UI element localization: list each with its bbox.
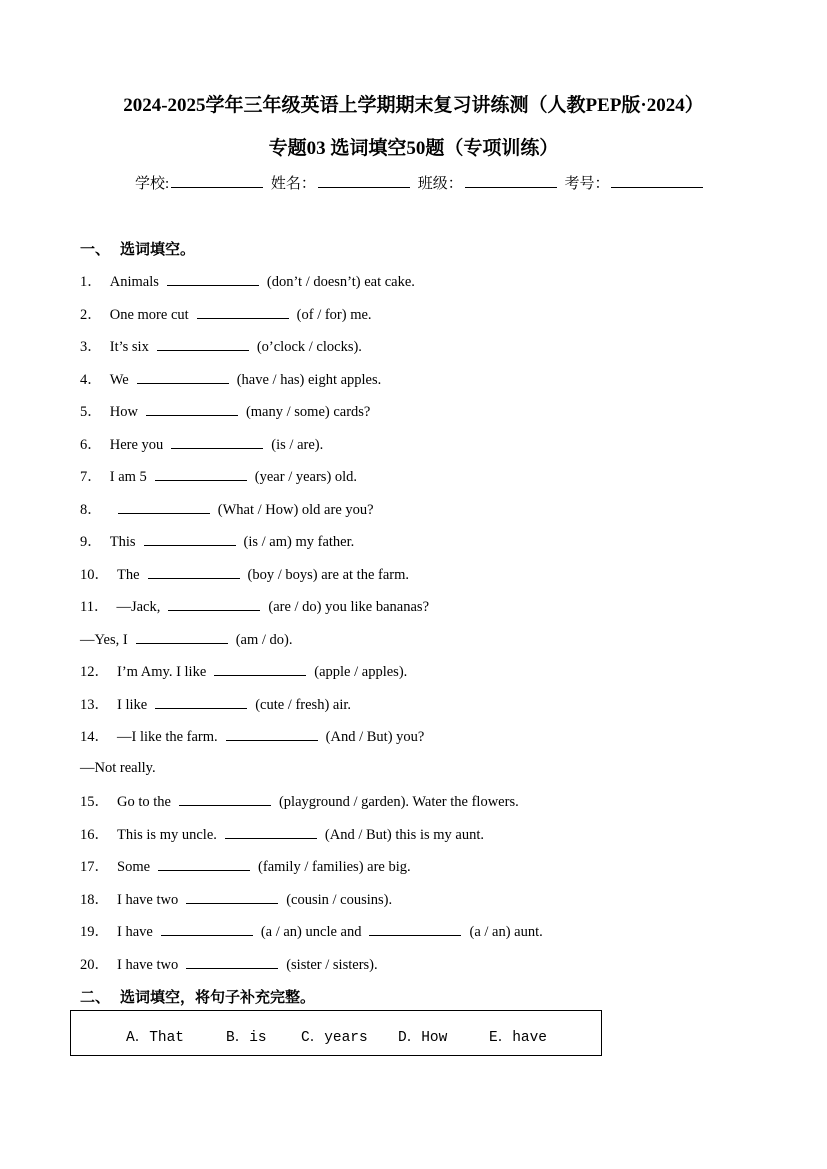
school-blank[interactable] — [171, 172, 263, 188]
answer-blank[interactable] — [186, 889, 278, 904]
document-title-line2: 专题03 选词填空50题（专项训练） — [268, 138, 559, 159]
question-row — [80, 661, 407, 681]
question-number: 8． — [80, 502, 102, 518]
question-row — [80, 629, 292, 649]
question-row — [80, 921, 543, 941]
question-row — [80, 791, 519, 811]
section-1-number: 一、 — [80, 242, 111, 258]
question-lead-text: I am 5 — [109, 469, 147, 485]
question-number: 4． — [80, 372, 102, 388]
answer-blank[interactable] — [157, 336, 249, 351]
class-label: 班级： — [417, 176, 463, 192]
question-choice-text: (have / has) eight apples. — [236, 372, 382, 388]
question-row — [80, 954, 378, 974]
question-lead-text: —Jack, — [116, 599, 161, 615]
option-e: E．have — [489, 1030, 548, 1046]
question-choice-text-2: (a / an) aunt. — [469, 924, 543, 940]
question-choice-text: (boy / boys) are at the farm. — [247, 567, 410, 583]
option-c: C．years — [301, 1030, 368, 1046]
question-lead-text: Animals — [109, 274, 159, 290]
answer-blank[interactable] — [197, 304, 289, 319]
question-row — [80, 369, 381, 389]
question-number: 18． — [80, 892, 109, 908]
exam-no-label: 考号： — [564, 176, 610, 192]
school-label: 学校: — [135, 176, 170, 192]
question-number: 6． — [80, 437, 102, 453]
question-choice-text: (is / am) my father. — [243, 534, 355, 550]
question-choice-text: (And / But) this is my aunt. — [324, 827, 484, 843]
question-choice-text: (cute / fresh) air. — [255, 697, 352, 713]
question-lead-text: Some — [117, 859, 151, 875]
question-choice-text: (are / do) you like bananas? — [268, 599, 429, 615]
question-choice-text: (playground / garden). Water the flowers. — [278, 794, 519, 810]
answer-blank[interactable] — [168, 596, 260, 611]
question-number: 15． — [80, 794, 109, 810]
question-row — [80, 726, 424, 746]
question-lead-text: It’s six — [109, 339, 149, 355]
question-lead-text: One more cut — [109, 307, 189, 323]
question-choice-text: (apple / apples). — [314, 664, 408, 680]
answer-blank[interactable] — [137, 369, 229, 384]
document-title-line1: 2024-2025学年三年级英语上学期期末复习讲练测（人教PEP版·2024） — [123, 95, 704, 116]
answer-blank[interactable] — [136, 629, 228, 644]
student-info-row — [135, 172, 707, 193]
question-row — [80, 304, 372, 324]
answer-blank[interactable] — [225, 824, 317, 839]
question-row — [80, 694, 351, 714]
answer-blank[interactable] — [155, 694, 247, 709]
question-row — [80, 564, 409, 584]
question-number: 2． — [80, 307, 102, 323]
question-row — [80, 889, 392, 909]
question-number: 10． — [80, 567, 109, 583]
question-row — [80, 336, 362, 356]
question-lead-text: I have two — [117, 957, 179, 973]
question-row — [80, 499, 374, 519]
question-row — [80, 824, 484, 844]
answer-blank[interactable] — [179, 791, 271, 806]
answer-blank[interactable] — [155, 466, 247, 481]
question-number: 7． — [80, 469, 102, 485]
question-row — [80, 466, 357, 486]
question-choice-text: (don’t / doesn’t) eat cake. — [266, 274, 415, 290]
option-a: A．That — [126, 1030, 185, 1046]
question-number: 13． — [80, 697, 109, 713]
question-choice-text: (What / How) old are you? — [217, 502, 374, 518]
answer-blank[interactable] — [161, 921, 253, 936]
exam-no-blank[interactable] — [611, 172, 703, 188]
question-choice-text: (cousin / cousins). — [286, 892, 393, 908]
question-number: 3． — [80, 339, 102, 355]
answer-blank[interactable] — [148, 564, 240, 579]
question-choice-text: (a / an) uncle and — [260, 924, 362, 940]
question-row — [80, 271, 415, 291]
option-d: D．How — [398, 1030, 448, 1046]
section-1-heading — [80, 238, 195, 259]
question-choice-text: (o’clock / clocks). — [256, 339, 362, 355]
answer-blank[interactable] — [167, 271, 259, 286]
question-number: 9． — [80, 534, 102, 550]
question-row — [80, 856, 411, 876]
question-number: 17． — [80, 859, 109, 875]
answer-blank[interactable] — [146, 401, 238, 416]
question-choice-text: (of / for) me. — [296, 307, 372, 323]
question-number: 1． — [80, 274, 102, 290]
question-lead-text: This — [109, 534, 136, 550]
question-choice-text: (is / are). — [271, 437, 324, 453]
question-row — [80, 759, 156, 777]
name-label: 姓名： — [270, 176, 316, 192]
answer-blank[interactable] — [214, 661, 306, 676]
section-1-title: 选词填空。 — [120, 242, 196, 258]
question-lead-text: The — [117, 567, 140, 583]
question-lead-text: We — [109, 372, 129, 388]
question-number: 12． — [80, 664, 109, 680]
question-number: 11． — [80, 599, 109, 615]
question-number: 14． — [80, 729, 109, 745]
question-lead-text: Here you — [109, 437, 164, 453]
name-blank[interactable] — [318, 172, 410, 188]
question-choice-text: (family / families) are big. — [258, 859, 411, 875]
question-lead-text: I like — [117, 697, 148, 713]
question-choice-text: (many / some) cards? — [245, 404, 371, 420]
answer-blank[interactable] — [144, 531, 236, 546]
question-number: 20． — [80, 957, 109, 973]
question-choice-text: (sister / sisters). — [286, 957, 378, 973]
answer-blank[interactable] — [186, 954, 278, 969]
question-lead-text: I’m Amy. I like — [117, 664, 207, 680]
class-blank[interactable] — [465, 172, 557, 188]
question-lead-text: This is my uncle. — [117, 827, 217, 843]
question-number: 5． — [80, 404, 102, 420]
section-2-title: 选词填空，将句子补充完整。 — [120, 990, 316, 1006]
question-lead-text: —I like the farm. — [117, 729, 218, 745]
answer-blank[interactable] — [118, 499, 210, 514]
word-options-box — [70, 1010, 602, 1056]
question-lead-text: I have — [117, 924, 153, 940]
question-number: 16． — [80, 827, 109, 843]
question-row — [80, 596, 429, 616]
question-row — [80, 434, 323, 454]
question-choice-text: (year / years) old. — [254, 469, 358, 485]
answer-blank[interactable] — [226, 726, 318, 741]
question-lead-text: Go to the — [117, 794, 171, 810]
question-row — [80, 401, 370, 421]
question-lead-text: —Not really. — [80, 760, 156, 776]
section-2-heading — [80, 986, 315, 1007]
answer-blank[interactable] — [369, 921, 461, 936]
question-choice-text: (am / do). — [235, 632, 293, 648]
option-b: B．is — [226, 1030, 267, 1046]
question-number: 19． — [80, 924, 109, 940]
answer-blank[interactable] — [158, 856, 250, 871]
answer-blank[interactable] — [171, 434, 263, 449]
section-2-number: 二、 — [80, 990, 111, 1006]
question-row — [80, 531, 354, 551]
question-lead-text: I have two — [117, 892, 179, 908]
question-lead-text: How — [109, 404, 138, 420]
question-choice-text: (And / But) you? — [325, 729, 425, 745]
question-lead-text: —Yes, I — [80, 632, 128, 648]
